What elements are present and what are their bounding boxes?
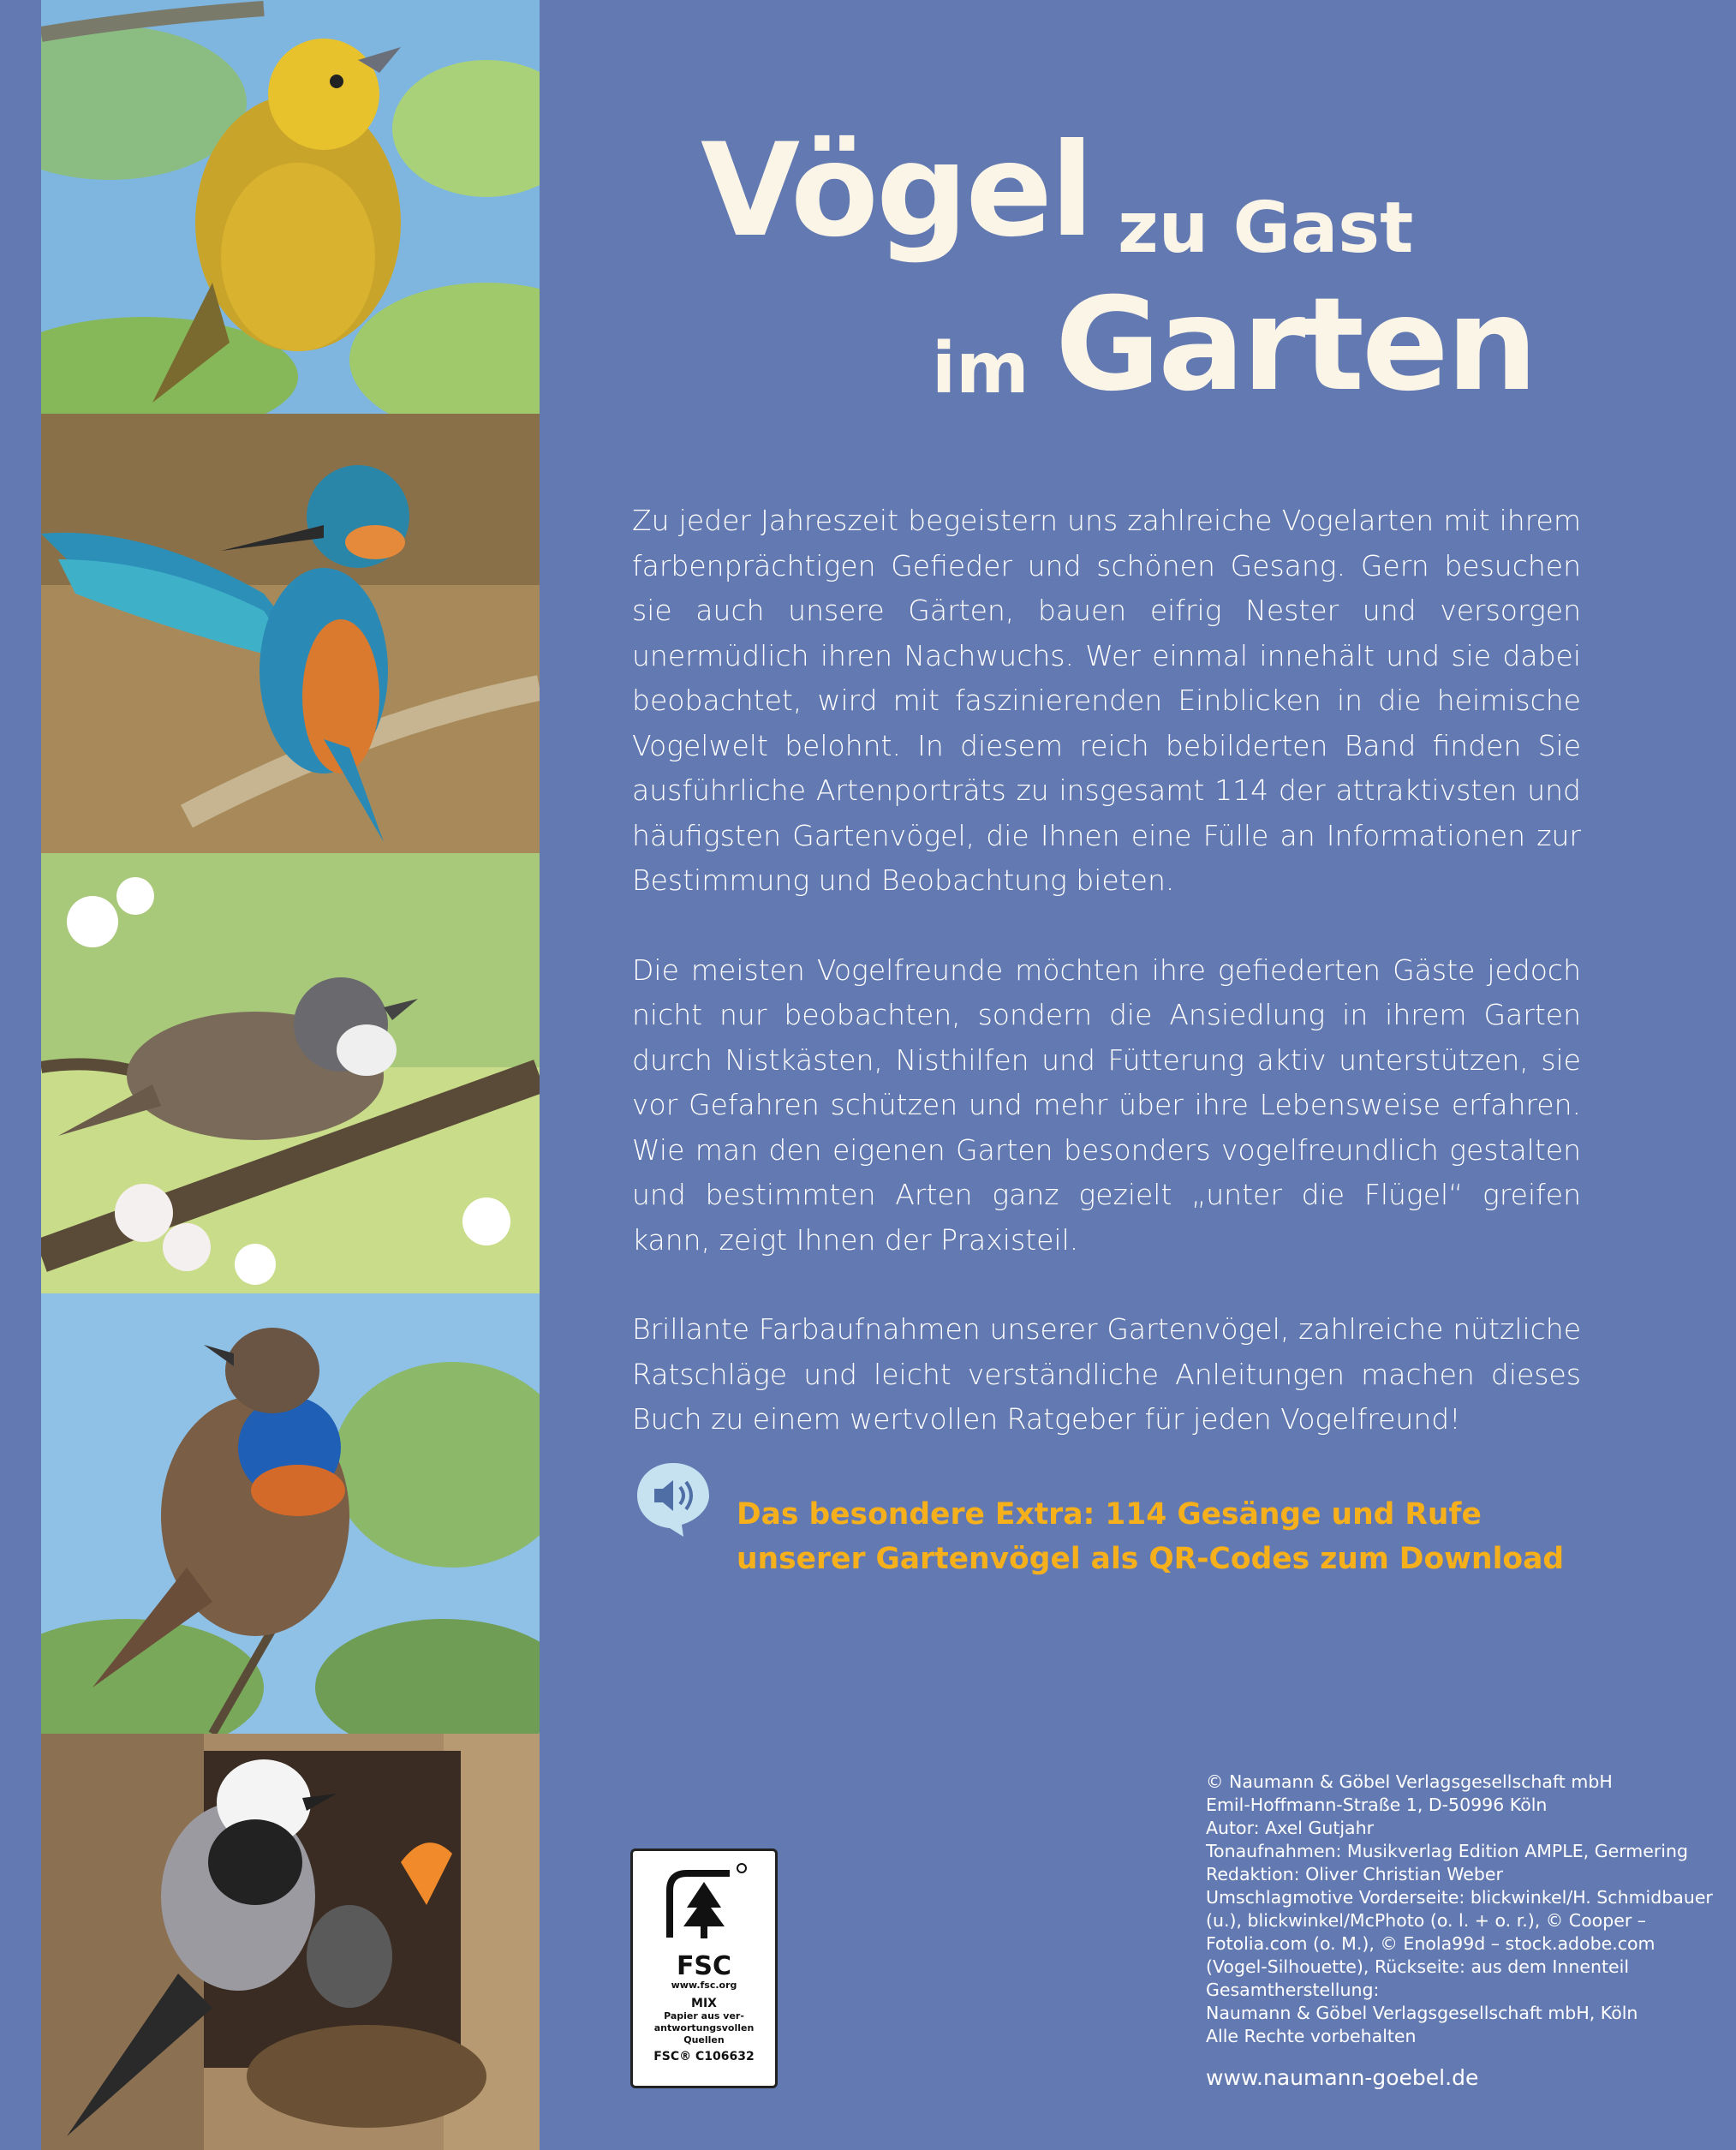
title-im: im	[932, 328, 1029, 409]
fsc-logo	[630, 1848, 778, 2088]
title-voegel: Vögel	[701, 116, 1092, 266]
extra-line-2: unserer Gartenvögel als QR-Codes zum Download	[737, 1542, 1565, 1576]
blurb-paragraph-1: Zu jeder Jahreszeit begeistern uns zahlreiche Vogelarten mit ihrem farbenprächtigen Gefieder und schönen Gesang. Gern besuchen sie auch unsere Gärten, bauen eifrig Nester und versorgen unermüdlich ihren Nachwuchs. Wer einmal innehält und sie dabei beobachtet, wird mit faszinierenden Einblicken in die heimische Vogelwelt belohnt. In diesem reich bebilderten Band finden Sie ausführliche Artenporträts zu insgesamt 114 der attraktivsten und häufigsten Gartenvögel, die Ihnen eine Fülle an Informationen zur Bestimmung und Beobachtung bieten.	[632, 504, 1581, 897]
imprint-line: Alle Rechte vorbehalten	[1206, 2026, 1417, 2046]
fsc-brand: FSC	[676, 1951, 732, 1981]
title-garten: Garten	[1055, 271, 1536, 420]
speaker-icon	[632, 1458, 714, 1540]
photo-whitethroat	[41, 853, 540, 1293]
blurb	[632, 499, 1581, 1487]
photo-bluethroat	[41, 1293, 540, 1734]
photo-wagtail	[41, 1734, 540, 2150]
imprint-line: Fotolia.com (o. M.), © Enola99d – stock.adobe.com	[1206, 1933, 1655, 1954]
imprint-line: (u.), blickwinkel/McPhoto (o. l. + o. r.), © Cooper –	[1206, 1910, 1647, 1931]
blurb-paragraph-2: Die meisten Vogelfreunde möchten ihre gefiederten Gäste jedoch nicht nur beobachten, sondern die Ansiedlung in ihrem Garten durch Nistkästen, Nisthilfen und Fütterung aktiv unterstützen, sie vor Gefahren schützen und mehr über ihre Lebensweise erfahren. Wie man den eigenen Garten besonders vogelfreundlich gestalten und bestimmten Arten ganz gezielt „unter die Flügel“ greifen kann, zeigt Ihnen der Praxisteil.	[632, 953, 1581, 1257]
title-zu-gast: zu Gast	[1118, 188, 1414, 269]
fsc-text-2: antwortungsvollen	[653, 2022, 755, 2034]
imprint-line: Umschlagmotive Vorderseite: blickwinkel/H. Schmidbauer	[1206, 1887, 1713, 1908]
imprint-line: Autor: Axel Gutjahr	[1206, 1818, 1375, 1838]
fsc-mix: MIX	[691, 1997, 717, 2010]
photo-kingfisher	[41, 414, 540, 853]
fsc-text-1: Papier aus ver-	[664, 2010, 744, 2022]
fsc-url: www.fsc.org	[671, 1980, 737, 1991]
imprint-line: Redaktion: Oliver Christian Weber	[1206, 1864, 1503, 1884]
blurb-paragraph-3: Brillante Farbaufnahmen unserer Gartenvögel, zahlreiche nützliche Ratschläge und leicht verständliche Anleitungen machen dieses Buch zu einem wertvollen Ratgeber für jeden Vogelfreund!	[632, 1312, 1581, 1436]
photo-yellowhammer	[41, 0, 540, 414]
imprint-line: (Vogel-Silhouette), Rückseite: aus dem Innenteil	[1206, 1956, 1630, 1977]
imprint-line: Tonaufnahmen: Musikverlag Edition AMPLE, Germering	[1206, 1841, 1688, 1861]
imprint-line: Emil-Hoffmann-Straße 1, D-50996 Köln	[1206, 1795, 1548, 1815]
fsc-tree-icon	[653, 1856, 755, 1950]
imprint-line: © Naumann & Göbel Verlagsgesellschaft mbH	[1206, 1771, 1613, 1792]
fsc-text-3: Quellen	[683, 2034, 725, 2045]
imprint-line: Naumann & Göbel Verlagsgesellschaft mbH, Köln	[1206, 2003, 1638, 2023]
extra-note	[737, 1492, 1564, 1581]
fsc-code: FSC® C106632	[653, 2050, 755, 2063]
extra-line-1: Das besondere Extra: 114 Gesänge und Rufe	[737, 1497, 1482, 1532]
publisher-website[interactable]: www.naumann-goebel.de	[1206, 2065, 1479, 2090]
imprint-line: Gesamtherstellung:	[1206, 1980, 1380, 2000]
photo-strip	[41, 0, 540, 2150]
imprint	[1206, 1771, 1713, 2048]
